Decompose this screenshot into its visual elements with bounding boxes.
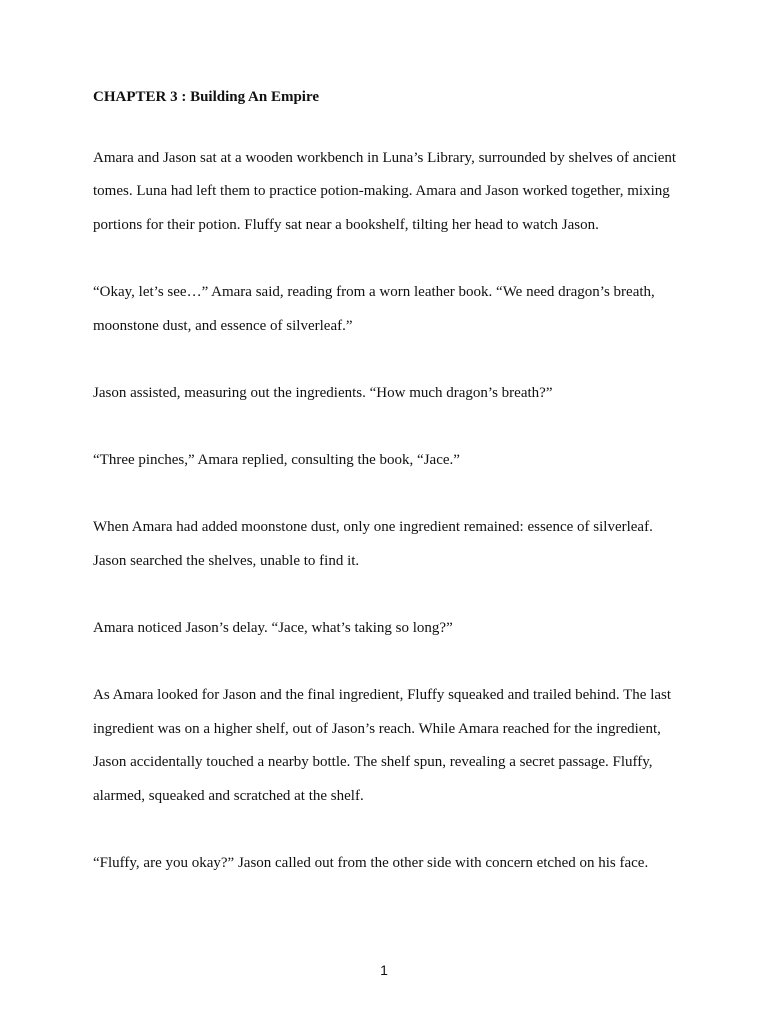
paragraph-5: When Amara had added moonstone dust, only one ingredient remained: essence of silverleaf. Jason searched the shelves, unable to find it. [93, 519, 653, 569]
page-number: 1 [380, 962, 388, 978]
paragraph-6: Amara noticed Jason’s delay. “Jace, what’s taking so long?” [93, 619, 453, 636]
paragraph-3: Jason assisted, measuring out the ingredients. “How much dragon’s breath?” [93, 384, 553, 401]
paragraph-7: As Amara looked for Jason and the final ingredient, Fluffy squeaked and trailed behind. The last ingredient was on a higher shelf, out of Jason’s reach. While Amara reached for the ingredient, Jason accidentally touched a nearby bottle. The shelf spun, revealing a secret passage. Fluffy, alarmed, squeaked and scratched at the shelf. [93, 687, 672, 804]
chapter-title: CHAPTER 3 : Building An Empire [93, 89, 320, 105]
paragraph-1: Amara and Jason sat at a wooden workbench in Luna’s Library, surrounded by shelves of ancient tomes. Luna had left them to practice potion-making. Amara and Jason worked together, mixing portions for their potion. Fluffy sat near a bookshelf, tilting her head to watch Jason. [93, 149, 677, 233]
page-content [93, 86, 683, 914]
paragraph-4: “Three pinches,” Amara replied, consulting the book, “Jace.” [93, 451, 460, 468]
paragraph-2: “Okay, let’s see…” Amara said, reading from a worn leather book. “We need dragon’s breath, moonstone dust, and essence of silverleaf.” [93, 283, 655, 334]
paragraph-8: “Fluffy, are you okay?” Jason called out from the other side with concern etched on his face. [93, 855, 649, 872]
